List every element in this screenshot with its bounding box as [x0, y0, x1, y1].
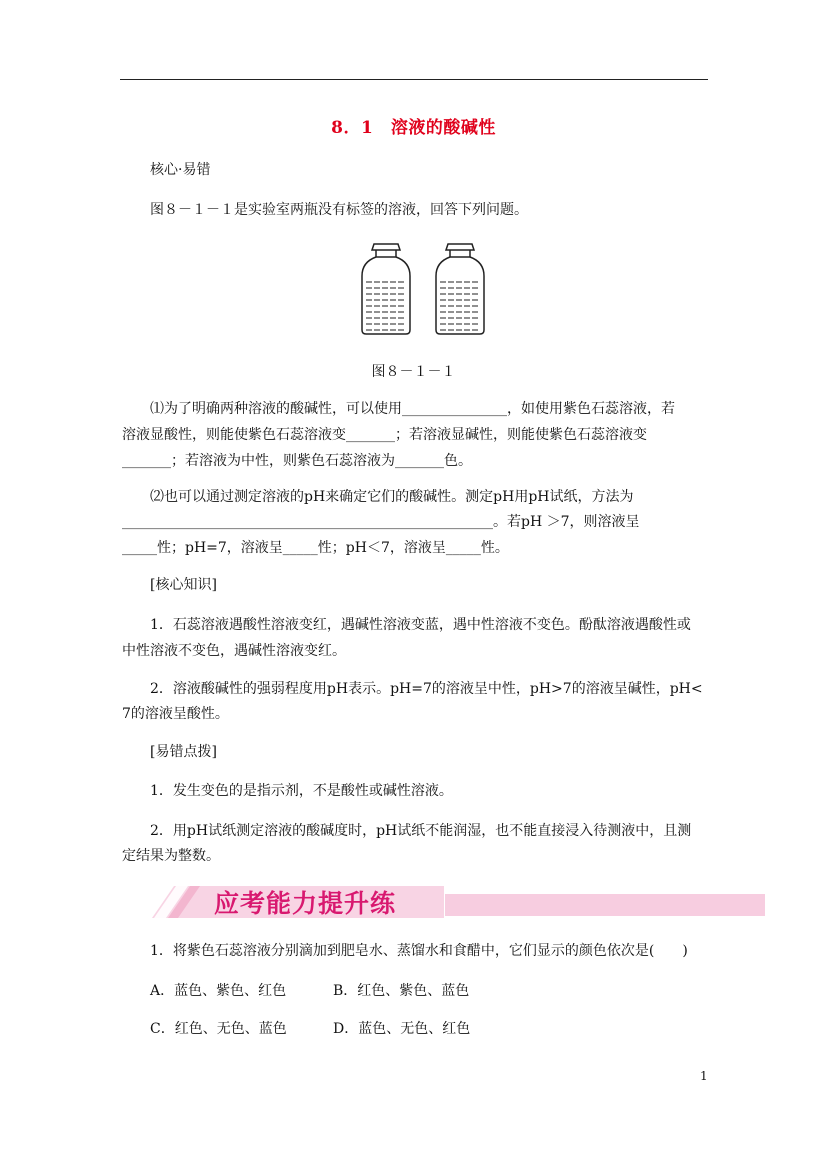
q2-line2: _____________________________________________________。若pH ＞7，则溶液呈	[122, 514, 640, 530]
error-header: [易错点拨]	[150, 744, 217, 760]
figure-caption: 图８－１－１	[371, 364, 456, 380]
page-number: 1	[700, 1069, 708, 1083]
bottles-figure	[356, 240, 496, 340]
banner-bar	[445, 894, 765, 916]
error-item-2-line1: 2．用pH试纸测定溶液的酸碱度时，pH试纸不能润湿，也不能直接浸入待测液中，且测	[150, 823, 692, 839]
q2-line1: ⑵也可以通过测定溶液的pH来确定它们的酸碱性。测定pH用pH试纸，方法为	[150, 489, 634, 505]
error-item-1: 1．发生变色的是指示剂，不是酸性或碱性溶液。	[150, 783, 453, 799]
option-d: D．蓝色、无色、红色	[333, 1021, 471, 1037]
q1-line3: _______；若溶液为中性，则紫色石蕊溶液为_______色。	[122, 453, 472, 469]
core-item-1-line1: 1．石蕊溶液遇酸性溶液变红，遇碱性溶液变蓝，遇中性溶液不变色。酚酞溶液遇酸性或	[150, 617, 691, 633]
bottle-left-icon	[362, 244, 410, 334]
section-label: 核心·易错	[150, 162, 211, 178]
q1-line1: ⑴为了明确两种溶液的酸碱性，可以使用_______________，如使用紫色石蕊溶液，若	[150, 401, 675, 417]
option-b: B．红色、紫色、蓝色	[333, 983, 470, 999]
intro-text: 图８－１－１是实验室两瓶没有标签的溶液，回答下列问题。	[150, 202, 528, 218]
core-item-1-line2: 中性溶液不变色，遇碱性溶液变红。	[122, 643, 346, 659]
q2-line3: _____性；pH=7，溶液呈_____性；pH＜7，溶液呈_____性。	[122, 540, 509, 556]
page-title: 8．1 溶液的酸碱性	[331, 118, 496, 138]
question-1-stem: 1．将紫色石蕊溶液分别滴加到肥皂水、蒸馏水和食醋中，它们显示的颜色依次是( )	[150, 943, 688, 959]
option-c: C．红色、无色、蓝色	[150, 1021, 287, 1037]
core-header: [核心知识]	[150, 577, 217, 593]
core-item-2-line1: 2．溶液酸碱性的强弱程度用pH表示。pH=7的溶液呈中性，pH>7的溶液呈碱性，pH<	[150, 681, 703, 697]
banner-title: 应考能力提升练	[214, 889, 397, 918]
error-item-2-line2: 定结果为整数。	[122, 848, 220, 864]
core-item-2-line2: 7的溶液呈酸性。	[122, 706, 229, 722]
option-a: A．蓝色、紫色、红色	[150, 983, 287, 999]
bottle-right-icon	[436, 244, 484, 334]
header-rule	[120, 79, 708, 80]
q1-line2: 溶液显酸性，则能使紫色石蕊溶液变_______；若溶液显碱性，则能使紫色石蕊溶液变	[122, 427, 647, 443]
